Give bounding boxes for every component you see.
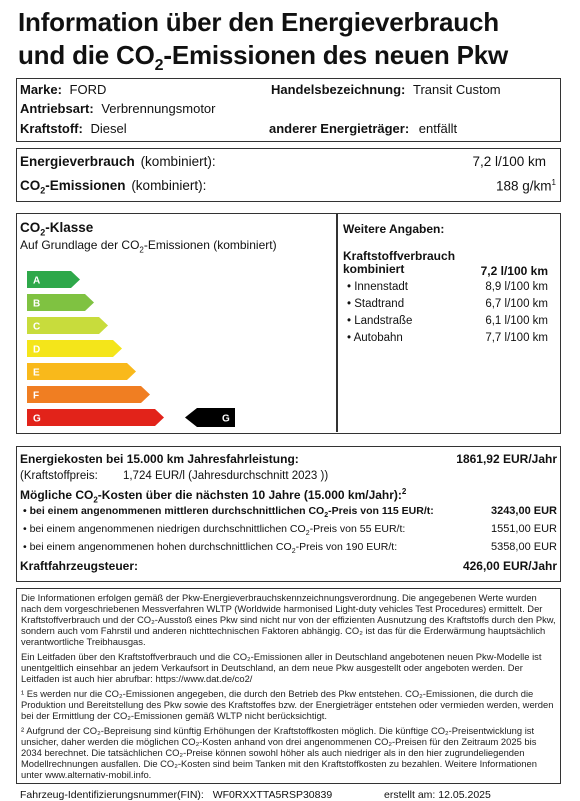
co2-class-box <box>16 213 561 434</box>
energie-row <box>20 154 216 169</box>
further-heading <box>343 222 444 236</box>
energy-cost-label-text: Energiekosten bei 15.000 km Jahresfahrleistung: <box>20 452 299 466</box>
further-row-value: 7,7 l/100 km <box>485 332 548 344</box>
co2-class-heading-post: -Klasse <box>45 220 94 235</box>
scenario-label: • bei einem angenommenen mittleren durchschnittlichen $CO_2$-Preis von 115 EUR/t: <box>23 505 434 520</box>
further-row-value: 6,1 l/100 km <box>485 315 548 327</box>
class-bar-label-c: C <box>33 321 41 333</box>
class-bar-label-e: E <box>33 367 40 379</box>
title-line-2 <box>18 39 508 82</box>
scenario-label: • bei einem angenommenen niedrigen durchschnittlichen $CO_2$-Preis von 55 EUR/t: <box>23 523 406 538</box>
kraftstoff-label: Kraftstoff: <box>20 121 83 136</box>
anderer-label: anderer Energieträger: <box>269 121 410 136</box>
co2-row <box>20 178 206 196</box>
tax-label <box>20 559 138 573</box>
co2-label <box>20 178 126 196</box>
scenario-value: 3243,00 EUR <box>490 505 557 517</box>
kraftstoff-row <box>20 121 127 136</box>
scenario-value: 1551,00 EUR <box>490 523 557 535</box>
class-bar-label-g: G <box>33 413 41 425</box>
co2-class-heading-sub: 2 <box>40 227 46 238</box>
footer-vin <box>20 789 332 801</box>
page-title <box>18 6 508 82</box>
footnotes-box <box>16 588 561 784</box>
footnote-1: ¹ Es werden nur die CO₂-Emissionen angegeben, die durch den Betrieb des Pkw entstehen. CO₂-Emissionen, die durch die Produktion und Bereitstellung des Pkw sowie des Kraftstoffes bzw. der Energieträger entstehen oder vermieden werden, werden bei der Ermittlung der CO₂-Emissionen gemäß WLTP nicht berücksichtigt. <box>21 688 554 721</box>
marke-value: FORD <box>69 82 107 97</box>
fuel-price-value: 1,724 EUR/l (Jahresdurchschnitt 2023 )) <box>122 470 329 482</box>
co2-class-subheading-sub: 2 <box>139 245 144 255</box>
marke-row <box>20 82 106 97</box>
co2-class-heading <box>20 220 93 238</box>
co2-cost-heading-post: -Kosten über die nächsten 10 Jahre (15.000 km/Jahr): <box>97 488 402 502</box>
co2-cost-heading-sub: 2 <box>93 495 98 505</box>
co2-class-subheading <box>20 238 277 254</box>
title-line-2-sub: 2 <box>154 57 164 75</box>
fuel-price-row <box>20 470 328 482</box>
energie-label: Energieverbrauch <box>20 154 135 169</box>
title-line-2-post: -Emissionen des neuen Pkw <box>163 40 509 70</box>
footnote-2: ² Aufgrund der CO₂-Bepreisung sind künftig Erhöhungen der Kraftstoffkosten möglich. Die künftige CO₂-Preisentwicklung ist unsicher, daher werden die möglichen CO₂-Kosten anhand von drei angenommenen CO₂-Preisen für den Zeitraum 2025 bis 2034 berechnet. Die tatsächlichen CO₂-Preise können sowohl höher als auch niedriger als in den hier zugrundeliegenden Modellrechnungen ausfallen. Die CO₂-Kosten sind beim Tanken mit den Kraftstoffkosten zu bezahlen. Weitere Informationen unter www.alternativ-mobil.info. <box>21 725 537 780</box>
section-divider <box>336 214 338 432</box>
co2-class-heading-pre: CO <box>20 220 41 235</box>
handels-value: Transit Custom <box>412 82 501 97</box>
class-bar-label-f: F <box>33 390 40 402</box>
anderer-value: entfällt <box>418 121 458 136</box>
handels-row <box>271 82 501 97</box>
further-heading-text: Weitere Angaben: <box>343 222 445 236</box>
footer-date <box>384 789 491 801</box>
marke-label: Marke: <box>20 82 62 97</box>
tax-label-text: Kraftfahrzeugsteuer: <box>20 559 139 573</box>
co2-cost-footnote-mark: 2 <box>401 487 407 496</box>
energy-class-scale <box>27 271 230 431</box>
scenario-value: 5358,00 EUR <box>490 541 557 553</box>
current-class-label: G <box>222 413 230 425</box>
anderer-row <box>269 121 457 136</box>
class-bar-d <box>27 340 122 357</box>
co2-footnote-mark: 1 <box>551 178 556 187</box>
co2-cost-heading <box>20 487 406 504</box>
co2-value: 188 g/km <box>496 178 552 194</box>
further-row-label: • Autobahn <box>347 332 403 344</box>
footnote-guide: Ein Leitfaden über den Kraftstoffverbrauch und die CO₂-Emissionen aller in Deutschland angebotenen neuen Pkw-Modelle ist unentgeltlich einsehbar an jedem Verkaufsort in Deutschland, an dem neue Pkw ausgestellt oder angeboten werden. Der Leitfaden ist auch hier abrufbar: https://www.dat.de/co2/ <box>21 651 542 684</box>
date-label: erstellt am: <box>384 789 436 801</box>
class-bar-label-b: B <box>33 298 41 310</box>
fuel-label-2: kombiniert <box>343 262 405 276</box>
co2-class-subheading-pre: Auf Grundlage der CO <box>20 238 140 252</box>
tax-value: 426,00 EUR/Jahr <box>462 559 557 573</box>
date-value: 12.05.2025 <box>438 789 491 801</box>
co2-label-pre: CO <box>20 178 41 193</box>
fuel-combined-value: 7,2 l/100 km <box>480 264 548 278</box>
co2-note: (kombiniert): <box>131 178 207 193</box>
scenario-label: • bei einem angenommenen hohen durchschnittlichen $CO_2$-Preis von 190 EUR/t: <box>23 541 398 556</box>
vehicle-info-box <box>16 78 561 142</box>
fuel-combined-label <box>343 250 455 276</box>
further-row-label: • Landstraße <box>347 315 413 327</box>
energie-value: 7,2 l/100 km <box>472 154 546 169</box>
further-row-value: 6,7 l/100 km <box>485 298 548 310</box>
co2-cost-heading-pre: Mögliche CO <box>20 488 94 502</box>
antrieb-value: Verbrennungsmotor <box>101 101 216 116</box>
co2-label-sub: 2 <box>40 185 46 196</box>
co2-class-subheading-post: -Emissionen (kombiniert) <box>143 238 277 252</box>
class-bar-label-a: A <box>33 275 41 287</box>
consumption-box <box>16 148 561 202</box>
further-row-label: • Innenstadt <box>347 281 408 293</box>
title-line-1: Information über den Energieverbrauch <box>18 7 499 37</box>
class-bar-e <box>27 363 136 380</box>
cost-box <box>16 446 561 582</box>
co2-value-wrap <box>496 178 556 194</box>
antrieb-label: Antriebsart: <box>20 101 94 116</box>
co2-label-post: -Emissionen <box>45 178 126 193</box>
antrieb-row <box>20 101 216 116</box>
vin-value: WF0RXXTTA5RSP30839 <box>212 789 333 801</box>
fuel-label-1: Kraftstoffverbrauch <box>343 249 456 263</box>
further-row-value: 8,9 l/100 km <box>485 281 548 293</box>
vin-label: Fahrzeug-Identifizierungsnummer(FIN): <box>20 789 204 801</box>
energy-cost-value: 1861,92 EUR/Jahr <box>456 452 557 466</box>
class-bar-f <box>27 386 150 403</box>
handels-label: Handelsbezeichnung: <box>271 82 406 97</box>
further-row-label: • Stadtrand <box>347 298 405 310</box>
class-bar-g <box>27 409 164 426</box>
footnote-info: Die Informationen erfolgen gemäß der Pkw-Energieverbrauchskennzeichnungsverordnung. Die angegebenen Werte wurden nach dem vorgeschriebenen Messverfahren WLTP (Worldwide harmonised Light-duty vehicles Test Procedures) ermittelt. Der Kraftstoffverbrauch und der CO₂-Ausstoß eines Pkw sind nicht nur von der effizienten Ausnutzung des Kraftstoffs durch den Pkw, sondern auch vom Fahrstil und anderen nichttechnischen Faktoren abhängig. CO₂ ist das für die Erderwärmung hauptsächlich verantwortliche Treibhausgas. <box>21 592 556 647</box>
class-bar-label-d: D <box>33 344 41 356</box>
title-line-2-pre: und die CO <box>18 40 155 70</box>
fuel-price-label: (Kraftstoffpreis: <box>20 470 98 482</box>
kraftstoff-value: Diesel <box>90 121 127 136</box>
energy-cost-label <box>20 452 299 466</box>
energy-class-bars <box>27 271 230 431</box>
energie-note: (kombiniert): <box>140 154 216 169</box>
